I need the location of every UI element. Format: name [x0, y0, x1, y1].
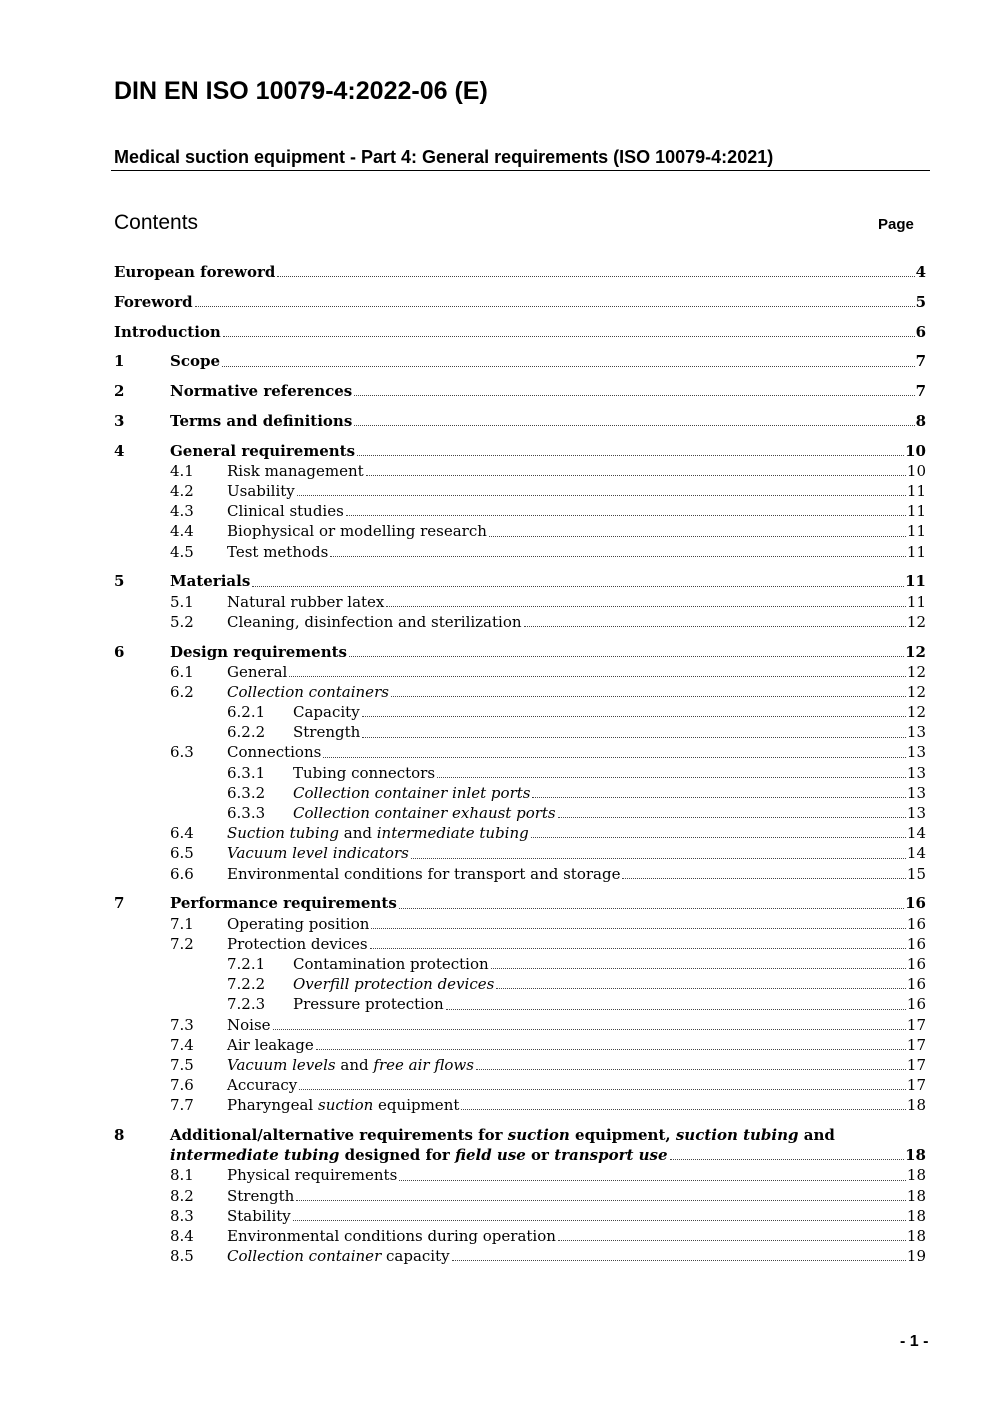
toc-entry-page: 13: [906, 783, 926, 802]
toc-title-segment: or: [525, 1146, 555, 1165]
toc-leader-dots: [330, 556, 906, 557]
toc-entry-page: 10: [906, 461, 926, 480]
toc-title-segment: Collection container: [227, 1247, 382, 1266]
toc-title-segment: Overfill protection devices: [293, 975, 495, 994]
toc-entry-page: 7: [915, 352, 926, 371]
toc-entry-page: 14: [906, 824, 926, 843]
toc-title-segment: Foreword: [114, 292, 193, 311]
toc-entry-page: 18: [906, 1226, 926, 1245]
toc-entry-title: [227, 843, 409, 863]
toc-title-segment: Noise: [227, 1015, 271, 1034]
toc-leader-dots: [532, 797, 905, 798]
toc-entry-page: 12: [906, 682, 926, 701]
toc-leader-dots: [476, 1069, 906, 1070]
toc-entry-title: [227, 934, 368, 954]
toc-entry-page: 5: [915, 292, 926, 311]
toc-entry-page: 17: [906, 1076, 926, 1095]
toc-entry-page: 11: [906, 592, 926, 611]
toc-entry-title: [227, 542, 328, 562]
toc-entry-page: 13: [906, 743, 926, 762]
toc-entry-page: 16: [906, 954, 926, 973]
toc-leader-dots: [558, 817, 906, 818]
toc-entry-title: [227, 1226, 556, 1246]
toc-title-segment: Scope: [170, 352, 221, 371]
toc-entry[interactable]: [114, 974, 926, 994]
toc-title-segment: free air flows: [373, 1055, 474, 1074]
toc-title-segment: suction: [507, 1126, 570, 1145]
toc-entry-title: [114, 292, 193, 312]
toc-entry-title: [227, 1206, 291, 1226]
toc-entry-page: 17: [906, 1055, 926, 1074]
toc-entry-page: 18: [906, 1186, 926, 1205]
toc-entry-number: 6.4: [170, 824, 194, 843]
toc-entry-number: 3: [114, 411, 125, 430]
toc-entry-title: [227, 823, 529, 843]
toc-entry-page: 12: [906, 703, 926, 722]
toc-entry-title: [293, 974, 494, 994]
toc-leader-dots: [289, 676, 906, 677]
toc-leader-dots: [195, 306, 915, 307]
toc-entry-title: [293, 803, 556, 823]
toc-entry-number: 6.3.2: [227, 783, 266, 802]
toc-title-segment: Natural rubber latex: [227, 592, 385, 611]
toc-entry-number: 7.2: [170, 934, 194, 953]
toc-entry-page: 12: [905, 642, 926, 661]
toc-entry[interactable]: [114, 1095, 926, 1115]
toc-leader-dots: [297, 495, 906, 496]
toc-leader-dots: [223, 336, 915, 337]
toc-entry-title: [227, 501, 344, 521]
toc-title-segment: Vacuum level indicators: [227, 844, 409, 863]
toc-entry-page: 13: [906, 763, 926, 782]
toc-leader-dots: [491, 968, 906, 969]
toc-entry-page: 13: [906, 723, 926, 742]
toc-leader-dots: [370, 948, 906, 949]
page-number: - 1 -: [900, 1333, 929, 1350]
toc-entry[interactable]: [114, 934, 926, 954]
toc-leader-dots: [349, 656, 904, 657]
toc-entry[interactable]: [114, 1055, 926, 1075]
toc-entry-page: 12: [906, 662, 926, 681]
toc-entry[interactable]: [114, 682, 926, 702]
toc-title-segment: Air leakage: [227, 1035, 314, 1054]
toc-leader-dots: [531, 837, 906, 838]
toc-title-segment: Materials: [170, 572, 251, 591]
toc-entry-page: 19: [906, 1247, 926, 1266]
toc-entry[interactable]: [114, 1165, 926, 1185]
toc-entry-title: [227, 914, 369, 934]
toc-title-segment: Collection container inlet ports: [293, 783, 531, 802]
toc-title-segment: Strength: [293, 723, 361, 742]
toc-entry[interactable]: [114, 411, 926, 431]
toc-entry-number: 7.4: [170, 1035, 194, 1054]
toc-entry[interactable]: [114, 1186, 926, 1206]
toc-entry-title: [170, 411, 352, 431]
toc-title-segment: Environmental conditions for transport and storage: [227, 864, 621, 883]
toc-leader-dots: [362, 716, 906, 717]
toc-leader-dots: [452, 1260, 906, 1261]
toc-entry-number: 5: [114, 572, 125, 591]
toc-leader-dots: [558, 1240, 906, 1241]
toc-title-segment: Protection devices: [227, 934, 368, 953]
toc-entry-number: 6: [114, 642, 125, 661]
toc-entry-number: 7.2.2: [227, 975, 266, 994]
toc-entry[interactable]: [114, 843, 926, 863]
toc-title-segment: Risk management: [227, 461, 364, 480]
toc-title-segment: Stability: [227, 1206, 291, 1225]
toc-title-segment: field use: [455, 1146, 526, 1165]
toc-leader-dots: [252, 586, 904, 587]
toc-entry-page: 6: [915, 322, 926, 341]
toc-entry[interactable]: [114, 1246, 926, 1266]
toc-entry-title: [170, 571, 250, 591]
toc-entry-number: 6.3: [170, 743, 194, 762]
toc-entry[interactable]: [114, 722, 926, 742]
toc-entry[interactable]: [114, 1035, 926, 1055]
contents-heading: Contents: [114, 211, 199, 234]
toc-entry-page: 13: [906, 804, 926, 823]
toc-entry-title: [293, 722, 360, 742]
toc-leader-dots: [346, 515, 906, 516]
toc-entry-title: [227, 1055, 474, 1075]
toc-title-segment: intermediate tubing: [376, 824, 529, 843]
toc-title-segment: Terms and definitions: [170, 411, 353, 430]
toc-entry-number: 6.5: [170, 844, 194, 863]
toc-entry-line-1[interactable]: [114, 1125, 926, 1145]
toc-entry-title: [227, 1165, 397, 1185]
toc-title-segment: Pressure protection: [293, 995, 444, 1014]
toc-entry-title: [227, 682, 389, 702]
toc-leader-dots: [411, 858, 906, 859]
toc-entry-title: [227, 612, 522, 632]
toc-entry-page: 10: [905, 441, 926, 460]
toc-entry-title: [227, 1186, 294, 1206]
toc-title-segment: Cleaning, disinfection and sterilization: [227, 612, 522, 631]
toc-entry-title: [227, 592, 384, 612]
toc-entry-number: 7.7: [170, 1096, 194, 1115]
toc-entry[interactable]: [114, 914, 926, 934]
toc-leader-dots: [316, 1049, 906, 1050]
toc-entry-page: 8: [915, 411, 926, 430]
toc-entry-number: 4: [114, 441, 125, 460]
toc-entry[interactable]: [114, 1075, 926, 1095]
toc-entry[interactable]: [114, 803, 926, 823]
toc-title-segment: suction tubing: [675, 1126, 799, 1145]
toc-entry-number: 8.1: [170, 1166, 194, 1185]
toc-entry[interactable]: [114, 612, 926, 632]
toc-leader-dots: [357, 455, 904, 456]
toc-entry-number: 4.3: [170, 502, 194, 521]
toc-leader-dots: [354, 425, 914, 426]
toc-entry[interactable]: [114, 1206, 926, 1226]
toc-leader-dots: [524, 626, 906, 627]
toc-entry-page: 11: [905, 572, 926, 591]
toc-entry[interactable]: [114, 864, 926, 884]
toc-title-segment: Design requirements: [170, 642, 347, 661]
toc-entry-page: 16: [906, 914, 926, 933]
toc-title-segment: Physical requirements: [227, 1166, 398, 1185]
toc-entry-page: 18: [906, 1166, 926, 1185]
toc-entry[interactable]: [114, 743, 926, 763]
toc-entry-number: 7.5: [170, 1055, 194, 1074]
toc-entry-number: 6.6: [170, 864, 194, 883]
toc-entry-number: 8: [114, 1126, 125, 1145]
toc-entry-number: 2: [114, 382, 125, 401]
toc-entry-title: [293, 763, 435, 783]
toc-entry-title: [227, 1246, 450, 1266]
toc-entry-title: [293, 954, 489, 974]
toc-entry-number: 6.2.2: [227, 723, 266, 742]
toc-entry[interactable]: [114, 783, 926, 803]
toc-entry[interactable]: [114, 292, 926, 312]
toc-entry-title: [227, 864, 620, 884]
toc-entry-number: 6.2: [170, 682, 194, 701]
toc-entry-page: 11: [906, 482, 926, 501]
toc-entry-title: [293, 702, 360, 722]
toc-entry[interactable]: [114, 262, 926, 282]
toc-entry[interactable]: [114, 954, 926, 974]
toc-title-segment: Test methods: [227, 542, 329, 561]
toc-entry[interactable]: [114, 1226, 926, 1246]
toc-leader-dots: [399, 908, 904, 909]
toc-entry-page: 7: [915, 382, 926, 401]
toc-leader-dots: [296, 1200, 906, 1201]
toc-entry-number: 8.2: [170, 1186, 194, 1205]
toc-title-segment: European foreword: [114, 262, 276, 281]
toc-title-segment: equipment: [373, 1096, 460, 1115]
toc-entry-number: 7.1: [170, 914, 194, 933]
toc-title-segment: Capacity: [293, 703, 360, 722]
toc-leader-dots: [371, 928, 906, 929]
toc-title-segment: intermediate tubing: [170, 1146, 340, 1165]
toc-leader-dots: [222, 366, 915, 367]
toc-entry-number: 5.2: [170, 612, 194, 631]
toc-entry-page: 14: [906, 844, 926, 863]
toc-leader-dots: [277, 276, 914, 277]
toc-title-segment: and: [338, 824, 377, 843]
toc-title-segment: suction: [318, 1096, 374, 1115]
toc-entry-title: [114, 262, 275, 282]
toc-leader-dots: [622, 878, 905, 879]
toc-entry-page: 11: [906, 542, 926, 561]
toc-entry-title: [170, 642, 347, 662]
toc-entry-page: 17: [906, 1015, 926, 1034]
toc-title-segment: Connections: [227, 743, 322, 762]
toc-entry-number: 8.4: [170, 1226, 194, 1245]
toc-title-segment: Tubing connectors: [293, 763, 436, 782]
toc-title-segment: Strength: [227, 1186, 295, 1205]
toc-leader-dots: [273, 1029, 906, 1030]
document-subtitle: Medical suction equipment - Part 4: General requirements (ISO 10079-4:2021): [114, 147, 774, 167]
toc-entry-page: 17: [906, 1035, 926, 1054]
toc-entry-title: [170, 441, 355, 461]
toc-entry[interactable]: [114, 351, 926, 371]
toc-entry-number: 6.3.3: [227, 804, 266, 823]
toc-title-segment: Additional/alternative requirements for: [170, 1126, 508, 1145]
toc-entry-title: [170, 1145, 668, 1165]
toc-title-segment: Introduction: [114, 322, 221, 341]
toc-title-segment: Contamination protection: [293, 954, 489, 973]
toc-entry-number: 8.5: [170, 1247, 194, 1266]
toc-entry-title: [170, 381, 352, 401]
toc-entry-page: 11: [906, 502, 926, 521]
toc-entry[interactable]: [114, 893, 926, 913]
toc-entry-page: 18: [906, 1096, 926, 1115]
toc-entry-number: 4.1: [170, 461, 194, 480]
toc-leader-dots: [299, 1089, 906, 1090]
toc-title-segment: and: [798, 1126, 835, 1145]
toc-leader-dots: [670, 1159, 905, 1160]
toc-entry-title: [227, 1035, 314, 1055]
toc-entry-line-2[interactable]: [114, 1145, 926, 1165]
toc-leader-dots: [446, 1009, 906, 1010]
toc-entry-title: [293, 994, 444, 1014]
toc-entry-number: 5.1: [170, 592, 194, 611]
toc-entry-title: [227, 461, 364, 481]
toc-title-segment: Normative references: [170, 382, 353, 401]
page-column-label: Page: [878, 216, 914, 233]
toc-entry-title: [227, 481, 295, 501]
toc-title-segment: Clinical studies: [227, 502, 344, 521]
toc-title-segment: General: [227, 662, 288, 681]
toc-entry[interactable]: [114, 461, 926, 481]
toc-entry-page: 4: [915, 262, 926, 281]
toc-entry-title: [227, 1015, 271, 1035]
toc-title-segment: Suction tubing: [227, 824, 339, 843]
toc-entry-page: 11: [906, 522, 926, 541]
toc-leader-dots: [496, 988, 906, 989]
toc-leader-dots: [386, 606, 906, 607]
toc-entry[interactable]: [114, 542, 926, 562]
toc-entry[interactable]: [114, 662, 926, 682]
toc-entry-title: [170, 351, 220, 371]
toc-entry-title: [170, 893, 397, 913]
toc-entry-number: 4.5: [170, 542, 194, 561]
toc-entry[interactable]: [114, 823, 926, 843]
toc-entry-number: 7: [114, 894, 125, 913]
toc-title-segment: capacity: [381, 1247, 450, 1266]
toc-title-segment: Accuracy: [227, 1076, 298, 1095]
toc-leader-dots: [391, 696, 906, 697]
toc-entry[interactable]: [114, 481, 926, 501]
toc-entry-page: 16: [906, 975, 926, 994]
toc-entry-title: [227, 1075, 297, 1095]
toc-title-segment: transport use: [554, 1146, 668, 1165]
toc-entry[interactable]: [114, 763, 926, 783]
toc-entry[interactable]: [114, 381, 926, 401]
toc-entry[interactable]: [114, 994, 926, 1014]
toc-entry[interactable]: [114, 322, 926, 342]
toc-entry-title: [170, 1125, 835, 1145]
toc-entry-number: 7.2.3: [227, 995, 266, 1014]
toc-title-segment: Environmental conditions during operation: [227, 1226, 556, 1245]
toc-entry-title: [227, 742, 321, 762]
toc-entry-title: [227, 662, 287, 682]
document-id-title: DIN EN ISO 10079-4:2022-06 (E): [114, 77, 488, 105]
toc-entry-page: 16: [906, 934, 926, 953]
toc-leader-dots: [437, 777, 906, 778]
toc-title-segment: General requirements: [170, 441, 356, 460]
toc-entry-title: [227, 521, 487, 541]
toc-leader-dots: [461, 1109, 906, 1110]
toc-entry[interactable]: [114, 441, 926, 461]
toc-title-segment: Operating position: [227, 914, 370, 933]
toc-leader-dots: [354, 395, 914, 396]
toc-entry-title: [114, 322, 221, 342]
toc-entry-page: 12: [906, 612, 926, 631]
toc-entry-number: 7.3: [170, 1015, 194, 1034]
toc-entry-page: 18: [906, 1206, 926, 1225]
toc-entry[interactable]: [114, 521, 926, 541]
toc-leader-dots: [489, 536, 906, 537]
toc-entry[interactable]: [114, 1015, 926, 1035]
toc-entry-number: 4.4: [170, 522, 194, 541]
toc-title-segment: designed for: [339, 1146, 456, 1165]
toc-title-segment: Pharyngeal: [227, 1096, 318, 1115]
toc-entry-number: 7.6: [170, 1076, 194, 1095]
toc-entry-title: [293, 783, 530, 803]
toc-entry[interactable]: [114, 571, 926, 591]
toc-entry-number: 6.1: [170, 662, 194, 681]
toc-entry-page: 15: [906, 864, 926, 883]
toc-title-segment: and: [335, 1055, 374, 1074]
toc-entry-number: 7.2.1: [227, 954, 266, 973]
toc-entry-number: 4.2: [170, 482, 194, 501]
toc-entry[interactable]: [114, 702, 926, 722]
toc-title-segment: equipment,: [569, 1126, 676, 1145]
toc-entry[interactable]: [114, 642, 926, 662]
toc-entry[interactable]: [114, 592, 926, 612]
toc-entry-page: 18: [905, 1146, 926, 1165]
toc-entry-page: 16: [906, 995, 926, 1014]
toc-leader-dots: [399, 1180, 906, 1181]
toc-title-segment: Performance requirements: [170, 894, 397, 913]
toc-title-segment: Biophysical or modelling research: [227, 522, 487, 541]
toc-title-segment: Usability: [227, 482, 295, 501]
toc-entry-number: 1: [114, 352, 125, 371]
toc-entry-page: 16: [905, 894, 926, 913]
toc-leader-dots: [362, 737, 906, 738]
toc-entry-number: 6.2.1: [227, 703, 266, 722]
toc-title-segment: Collection container exhaust ports: [293, 804, 556, 823]
toc-entry-number: 8.3: [170, 1206, 194, 1225]
table-of-contents: [114, 262, 926, 1266]
title-rule: [111, 170, 930, 171]
toc-leader-dots: [323, 757, 906, 758]
toc-leader-dots: [366, 475, 906, 476]
toc-title-segment: Collection containers: [227, 682, 389, 701]
toc-entry[interactable]: [114, 501, 926, 521]
toc-entry-number: 6.3.1: [227, 763, 266, 782]
toc-title-segment: Vacuum levels: [227, 1055, 336, 1074]
toc-entry-title: [227, 1095, 459, 1115]
toc-leader-dots: [293, 1220, 906, 1221]
